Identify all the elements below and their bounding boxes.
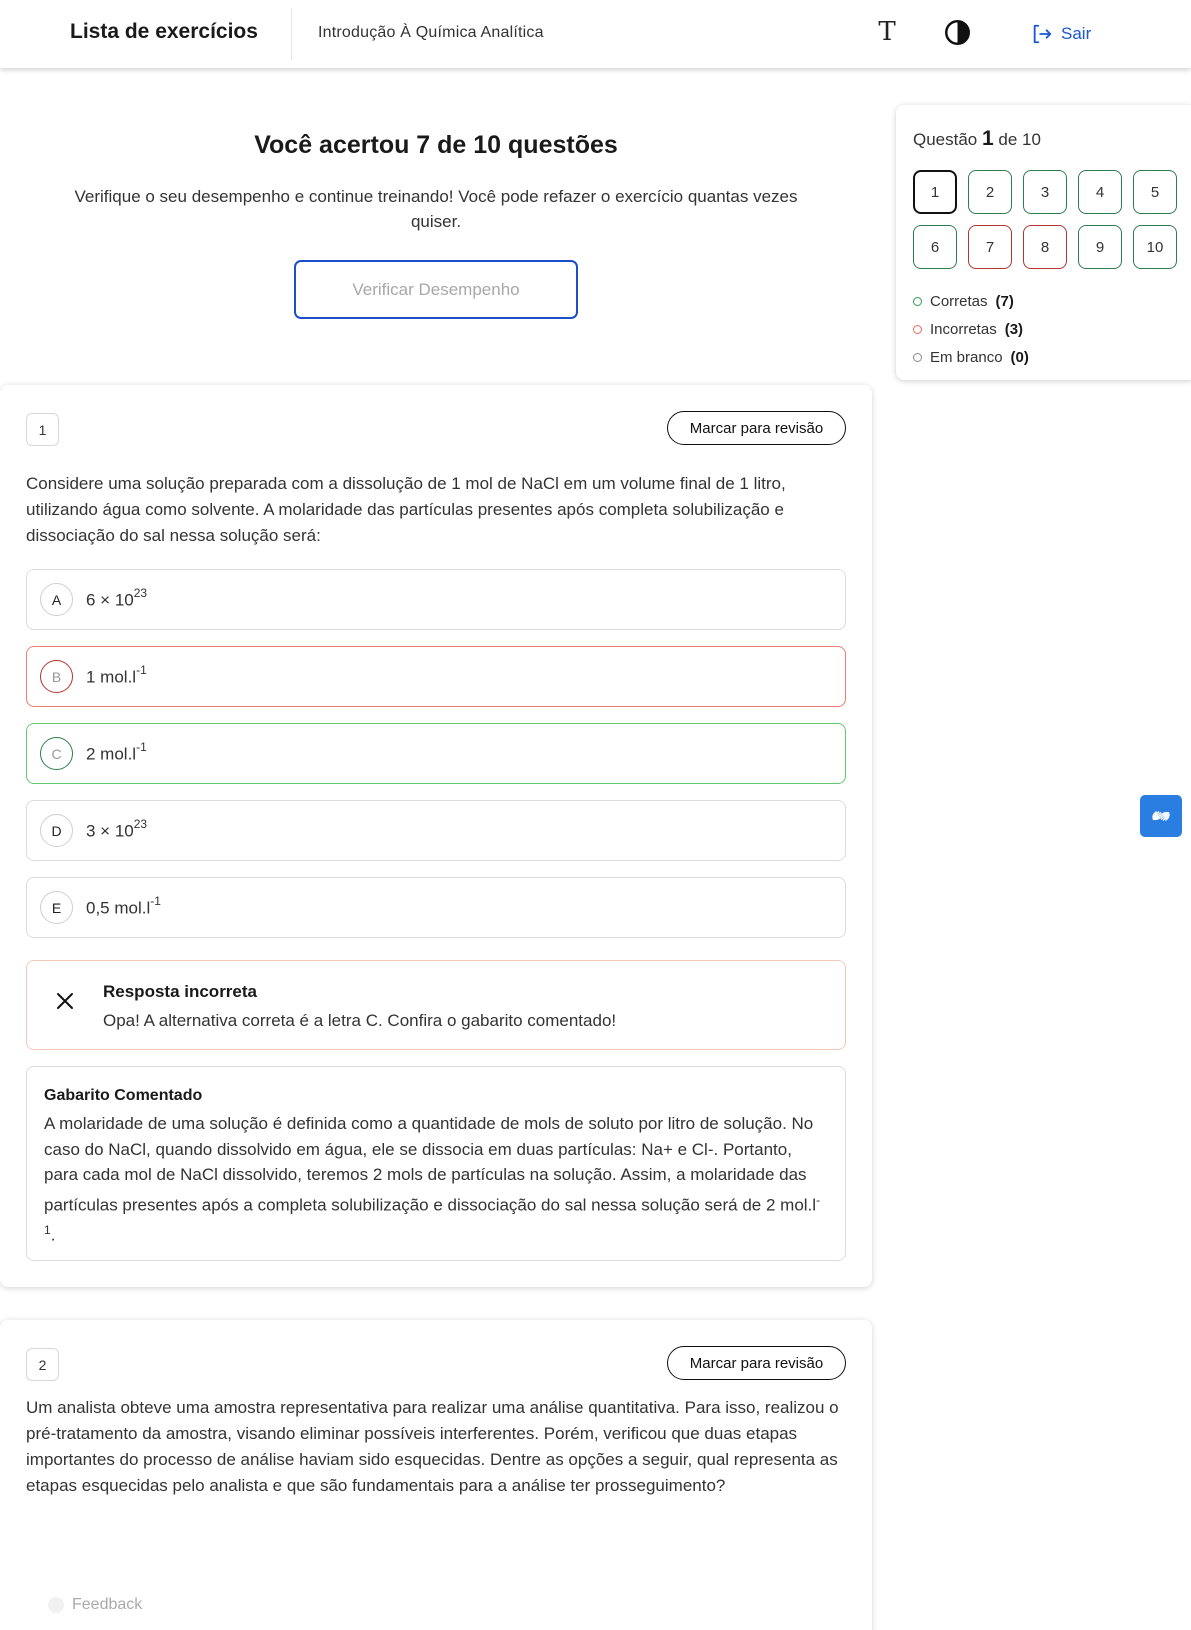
answer-key-text: A molaridade de uma solução é definida como a quantidade de mols de soluto por litro de solução. No caso do NaCl, quando dissolvido em água, ele se dissocia em duas partículas: Na+ e Cl-. Portanto, para cada mol de NaCl dissolvido, teremos 2 mols de partículas na solução. Assim, a molaridade das partículas presentes após a completa solubilização e dissociação do sal nessa solução será de 2 $mol.l^{-1}$. <box>44 1114 821 1245</box>
option-e[interactable] <box>26 877 846 938</box>
question-grid <box>913 170 1191 269</box>
verify-performance-button[interactable]: Verificar Desempenho <box>294 260 578 319</box>
answer-key <box>26 1066 846 1261</box>
option-letter: D <box>40 814 73 847</box>
option-letter: A <box>40 583 73 616</box>
option-text: 2 $mol.l^{-1}$ <box>86 740 147 764</box>
top-header <box>0 0 1191 68</box>
option-d[interactable] <box>26 800 846 861</box>
question-card-2 <box>0 1320 872 1630</box>
nav-question-2[interactable]: 2 <box>968 170 1012 214</box>
option-text: 0,5 $mol.l^{-1}$ <box>86 894 161 918</box>
option-text: $3 \times 10^{23}$ <box>86 817 148 841</box>
feedback-tab-label: Feedback <box>72 1596 143 1613</box>
legend-blank-label: Em branco <box>930 348 1003 366</box>
answer-key-title: Gabarito Comentado <box>44 1087 203 1104</box>
logout-label: Sair <box>1061 24 1092 43</box>
question-number: 1 <box>26 413 59 446</box>
answer-feedback <box>26 960 846 1050</box>
option-letter: C <box>40 737 73 770</box>
nav-question-5[interactable]: 5 <box>1133 170 1177 214</box>
legend-incorrect-label: Incorretas <box>930 320 997 338</box>
question-navigator <box>896 105 1191 380</box>
nav-question-3[interactable]: 3 <box>1023 170 1067 214</box>
option-c[interactable] <box>26 723 846 784</box>
question-statement: Considere uma solução preparada com a dissolução de 1 mol de NaCl em um volume final de 1 litro, utilizando água como solvente. A molaridade das partículas presentes após completa solubilização e dissociação do sal nessa solução será: <box>26 474 786 545</box>
feedback-title: Resposta incorreta <box>103 982 257 1001</box>
status-legend <box>913 287 1029 371</box>
legend-blank <box>913 343 1029 371</box>
subject-name: Introdução À Química Analítica <box>318 24 544 41</box>
legend-incorrect <box>913 315 1029 343</box>
blank-dot-icon <box>913 353 922 362</box>
logout-button[interactable] <box>1031 20 1091 48</box>
incorrect-dot-icon <box>913 325 922 334</box>
mark-for-review-button[interactable]: Marcar para revisão <box>667 411 846 445</box>
result-title: Você acertou 7 de 10 questões <box>254 131 618 159</box>
legend-correct <box>913 287 1029 315</box>
option-letter: E <box>40 891 73 924</box>
correct-dot-icon <box>913 297 922 306</box>
legend-correct-label: Corretas <box>930 292 988 310</box>
logout-icon <box>1031 23 1053 45</box>
feedback-text: Opa! A alternativa correta é a letra C. Confira o gabarito comentado! <box>103 1011 617 1030</box>
question-statement: Um analista obteve uma amostra representativa para realizar uma análise quantitativa. Para isso, realizou o pré-tratamento da amostra, visando eliminar possíveis interferentes. Porém, verificou que duas etapas importantes do processo de análise haviam sido esquecidas. Dentre as opções a seguir, qual representa as etapas esquecidas pelo analista e que são fundamentais para a análise ter prosseguimento? <box>26 1398 839 1495</box>
font-size-icon[interactable]: T <box>878 17 896 47</box>
option-letter: B <box>40 660 73 693</box>
question-number: 2 <box>26 1348 59 1381</box>
option-text: 1 $mol.l^{-1}$ <box>86 663 147 687</box>
option-b[interactable] <box>26 646 846 707</box>
app-title: Lista de exercícios <box>70 20 258 43</box>
result-description: Verifique o seu desempenho e continue treinando! Você pode refazer o exercício quantas vezes quiser. <box>74 187 798 231</box>
nav-question-8[interactable]: 8 <box>1023 225 1067 269</box>
nav-question-6[interactable]: 6 <box>913 225 957 269</box>
mark-for-review-button[interactable]: Marcar para revisão <box>667 1346 846 1380</box>
sign-language-hands-icon <box>1147 802 1175 830</box>
nav-question-9[interactable]: 9 <box>1078 225 1122 269</box>
option-a[interactable] <box>26 569 846 630</box>
legend-blank-count: (0) <box>1010 348 1029 366</box>
question-card-1 <box>0 385 872 1287</box>
contrast-icon[interactable] <box>944 19 971 46</box>
counter-current: 1 <box>982 127 994 150</box>
legend-incorrect-count: (3) <box>1004 320 1024 338</box>
sign-language-button[interactable] <box>1140 795 1182 837</box>
question-counter <box>913 127 1041 151</box>
nav-question-4[interactable]: 4 <box>1078 170 1122 214</box>
header-divider <box>291 8 292 60</box>
feedback-icon <box>48 1597 64 1613</box>
counter-prefix: Questão <box>913 130 978 149</box>
feedback-tab[interactable] <box>48 1596 142 1614</box>
nav-question-7[interactable]: 7 <box>968 225 1012 269</box>
option-text: $6 \times 10^{23}$ <box>86 586 148 610</box>
counter-suffix: de 10 <box>998 130 1041 149</box>
nav-question-10[interactable]: 10 <box>1133 225 1177 269</box>
nav-question-1[interactable]: 1 <box>913 170 957 214</box>
close-icon <box>55 991 75 1011</box>
legend-correct-count: (7) <box>995 292 1014 310</box>
